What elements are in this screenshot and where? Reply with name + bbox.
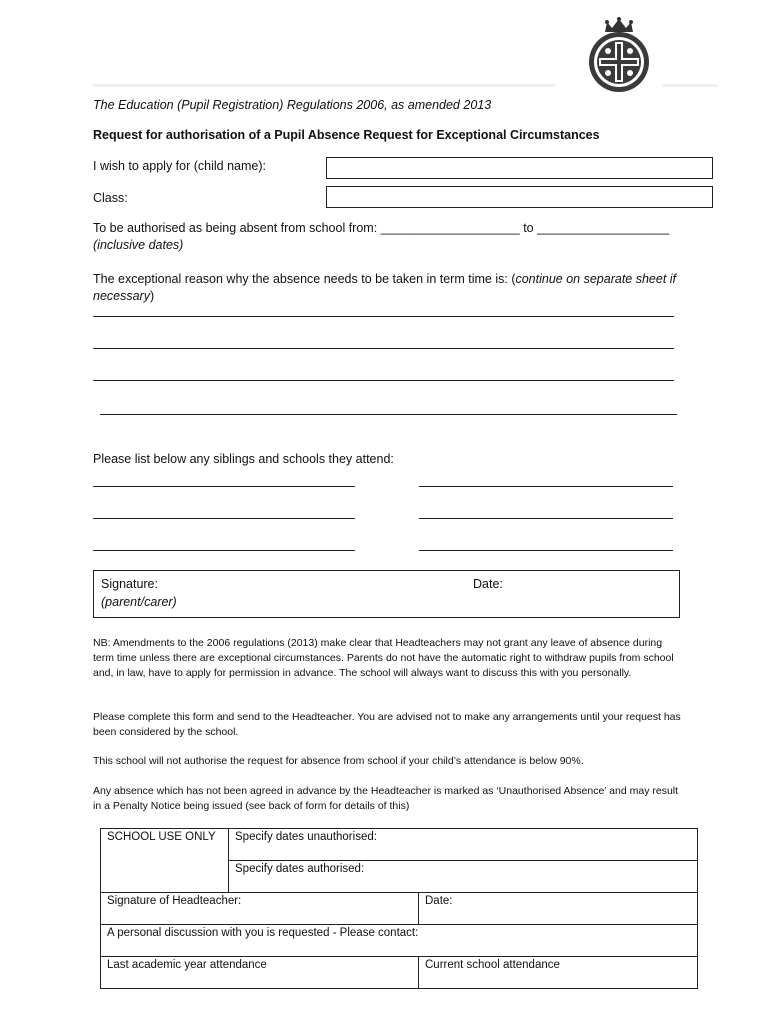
sibling-line-left-2[interactable]: [93, 518, 355, 519]
attendance-paragraph: This school will not authorise the request for absence from school if your child’s attendance is below 90%.: [93, 755, 584, 767]
child-name-label: I wish to apply for (child name):: [93, 159, 266, 173]
reason-line-1[interactable]: [93, 316, 674, 317]
signature-sub-label: (parent/carer): [101, 595, 177, 609]
reason-note-close: ): [149, 289, 155, 303]
sibling-line-left-3[interactable]: [93, 550, 355, 551]
child-name-field[interactable]: [326, 157, 713, 179]
head-date-cell[interactable]: Date:: [419, 893, 698, 925]
instructions-paragraph: Please complete this form and send to the Headteacher. You are advised not to make any arrangements until your request has been considered by the school.: [93, 711, 681, 738]
siblings-label: Please list below any siblings and schools they attend:: [93, 452, 394, 466]
head-signature-cell[interactable]: Signature of Headteacher:: [101, 893, 419, 925]
reason-note: continue on separate sheet if necessary: [93, 272, 677, 303]
absence-dates-label: To be authorised as being absent from school from:: [93, 221, 378, 235]
discussion-cell[interactable]: A personal discussion with you is requested - Please contact:: [101, 925, 698, 957]
school-crest-logo: [586, 14, 652, 94]
last-year-attendance-cell[interactable]: Last academic year attendance: [101, 957, 419, 989]
reason-line-4[interactable]: [100, 414, 677, 415]
school-use-label: SCHOOL USE ONLY: [101, 829, 229, 893]
unauthorised-paragraph: Any absence which has not been agreed in advance by the Headteacher is marked as ‘Unauthorised Absence’ and may result in a Penalty Notice being issued (see back of form for details of this): [93, 785, 679, 812]
absence-dates-line: [93, 221, 669, 235]
class-field[interactable]: [326, 186, 713, 208]
nb-paragraph: NB: Amendments to the 2006 regulations (2013) make clear that Headteachers may not grant any leave of absence during term time unless there are exceptional circumstances. Parents do not have the automatic right to withdraw pupils from school and, in law, have to apply for permission in advance. The school will always want to discuss this with you personally.: [93, 637, 674, 679]
sibling-line-right-3[interactable]: [419, 550, 673, 551]
sibling-line-left-1[interactable]: [93, 486, 355, 487]
signature-box[interactable]: [93, 570, 680, 618]
class-label: Class:: [93, 191, 128, 205]
inclusive-dates-note: (inclusive dates): [93, 238, 184, 252]
dates-authorised-cell[interactable]: Specify dates authorised:: [229, 861, 698, 893]
sibling-line-right-1[interactable]: [419, 486, 673, 487]
reason-line-3[interactable]: [93, 380, 674, 381]
sibling-line-right-2[interactable]: [419, 518, 673, 519]
regulation-title: The Education (Pupil Registration) Regulations 2006, as amended 2013: [93, 98, 492, 112]
to-word: to: [523, 221, 534, 235]
header-rule-right: [662, 84, 718, 87]
dates-unauthorised-cell[interactable]: Specify dates unauthorised:: [229, 829, 698, 861]
signature-label: Signature:: [101, 577, 158, 591]
header-rule-left: [93, 84, 555, 87]
signature-date-label: Date:: [473, 577, 503, 591]
date-to-blank[interactable]: ___________________: [537, 221, 670, 235]
current-attendance-cell[interactable]: Current school attendance: [419, 957, 698, 989]
reason-label: The exceptional reason why the absence needs to be taken in term time is:: [93, 272, 508, 286]
form-title: Request for authorisation of a Pupil Absence Request for Exceptional Circumstances: [93, 128, 600, 142]
reason-label-block: [93, 271, 683, 305]
reason-line-2[interactable]: [93, 348, 674, 349]
reason-note-open: (: [511, 272, 516, 286]
date-from-blank[interactable]: ____________________: [380, 221, 520, 235]
school-use-table: [100, 828, 698, 989]
